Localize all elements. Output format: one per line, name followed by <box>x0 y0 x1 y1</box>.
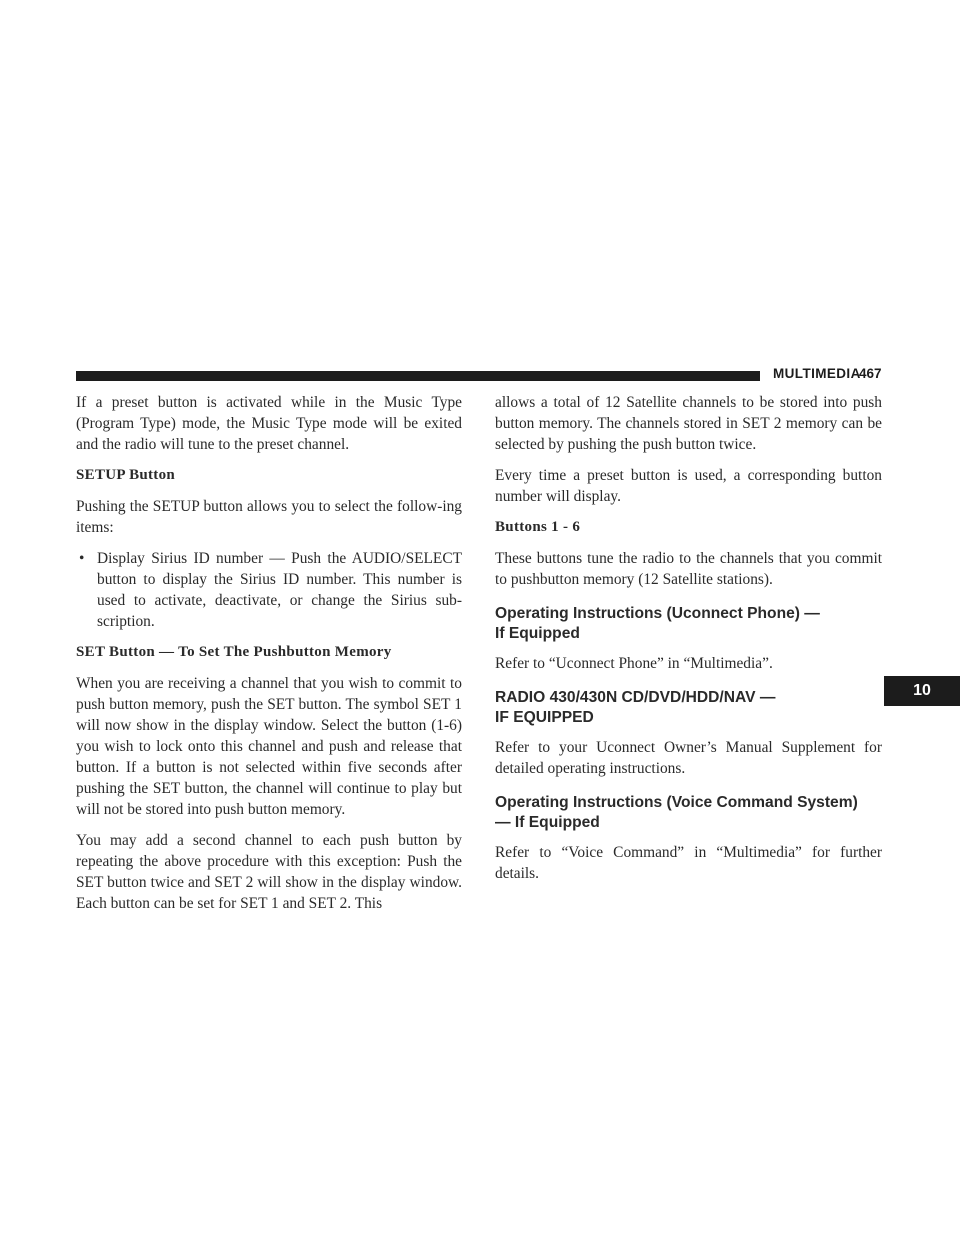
heading-set-button: SET Button — To Set The Pushbutton Memory <box>76 644 392 660</box>
heading-uconnect-phone: Operating Instructions (Uconnect Phone) — If Equipped <box>495 605 820 642</box>
bullet-marker: • <box>79 550 85 567</box>
header-rule <box>76 371 760 381</box>
right-column <box>495 392 882 894</box>
bullet-text: Display Sirius ID number — Push the AUDIO/SELECT button to display the Sirius ID number. This number is used to activate, deactivate, or change the Sirius sub-scription. <box>97 550 462 630</box>
paragraph-set-2: You may add a second channel to each push button by repeating the above procedure with this exception: Push the SET button twice and SET 2 will show in the display window. Each button can be set for SET 1 and SET 2. This <box>76 832 462 912</box>
paragraph-set-1: When you are receiving a channel that you wish to commit to push button memory, push the SET button. The symbol SET 1 will now show in the display window. Select the button (1-6) you wish to lock onto this channel and push and release that button. If a button is not selected within five seconds after pushing the SET button, the channel will continue to play but will not be stored into push button memory. <box>76 675 462 818</box>
paragraph-buttons-1-6: These buttons tune the radio to the channels that you commit to pushbutton memory (12 Satellite stations). <box>495 550 882 588</box>
paragraph-voice-command: Refer to “Voice Command” in “Multimedia” for further details. <box>495 844 882 882</box>
paragraph-setup: Pushing the SETUP button allows you to select the follow-ing items: <box>76 498 462 536</box>
paragraph-uconnect-phone: Refer to “Uconnect Phone” in “Multimedia”. <box>495 655 773 672</box>
heading-buttons-1-6: Buttons 1 - 6 <box>495 519 581 535</box>
heading-radio-430: RADIO 430/430N CD/DVD/HDD/NAV — IF EQUIPPED <box>495 689 776 726</box>
chapter-tab: 10 <box>884 676 960 706</box>
bullet-item-sirius-id <box>76 548 462 632</box>
left-column <box>76 392 462 924</box>
paragraph-preset-music-type: If a preset button is activated while in the Music Type (Program Type) mode, the Music Type mode will be exited and the radio will tune to the preset channel. <box>76 394 462 453</box>
paragraph-satellite-channels: allows a total of 12 Satellite channels to be stored into push button memory. The channels stored in SET 2 memory can be selected by pushing the push button twice. <box>495 394 882 453</box>
paragraph-button-number: Every time a preset button is used, a corresponding button number will display. <box>495 467 882 505</box>
page-number: 467 <box>859 366 882 381</box>
heading-voice-command: Operating Instructions (Voice Command System) — If Equipped <box>495 794 858 831</box>
heading-setup-button: SETUP Button <box>76 467 176 483</box>
section-title: MULTIMEDIA <box>773 366 861 381</box>
paragraph-radio-430: Refer to your Uconnect Owner’s Manual Supplement for detailed operating instructions. <box>495 739 882 777</box>
